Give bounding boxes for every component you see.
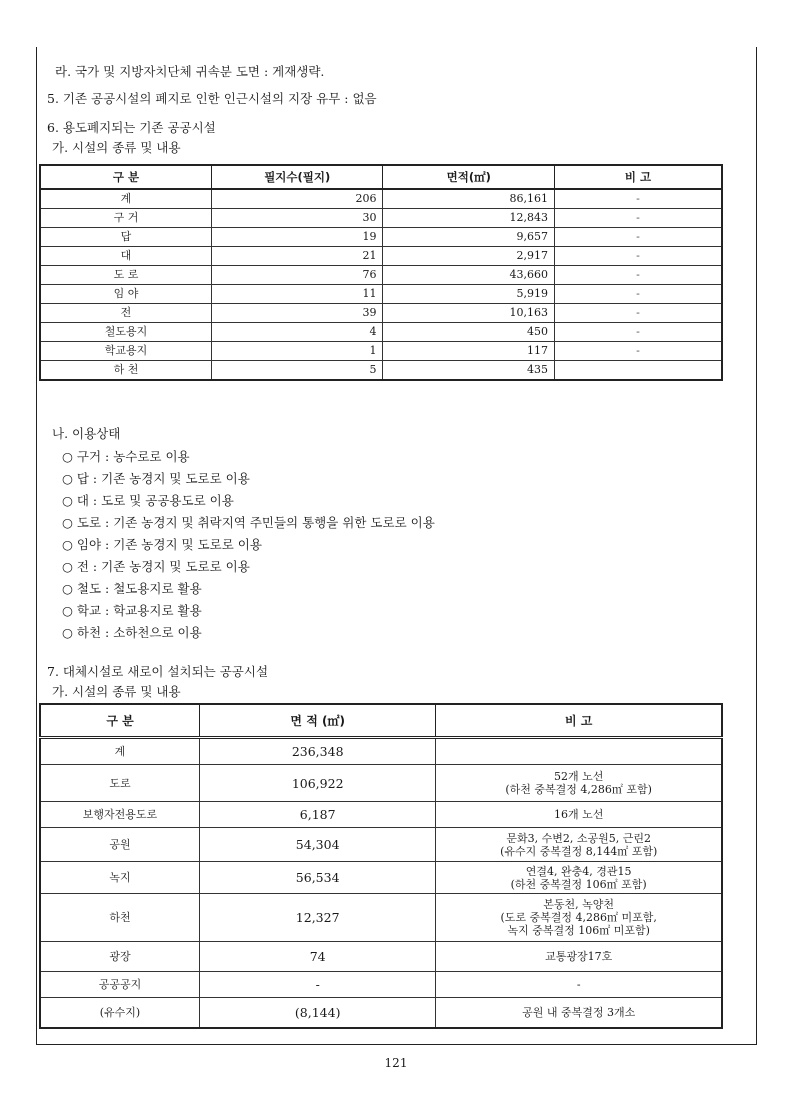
cell-note: - bbox=[555, 247, 722, 266]
cell-category: 구 거 bbox=[40, 209, 211, 228]
cell-area: 12,843 bbox=[383, 209, 555, 228]
table-row bbox=[40, 738, 722, 765]
table-row bbox=[40, 209, 722, 228]
cell-area: (8,144) bbox=[200, 998, 436, 1028]
cell-area: 86,161 bbox=[383, 189, 555, 209]
header-line: 라. 국가 및 지방자치단체 귀속분 도면 : 게재생략. bbox=[55, 64, 325, 79]
table-header-row bbox=[40, 165, 722, 189]
note-line: 연결4, 완충4, 경관15 bbox=[525, 864, 632, 878]
note-line: 52개 노선 bbox=[553, 770, 604, 783]
table-row bbox=[40, 304, 722, 323]
table-row bbox=[40, 765, 722, 802]
note-line: (하천 중복결정 4,286㎡ 포함) bbox=[505, 783, 652, 796]
cell-note: - bbox=[555, 285, 722, 304]
cell-category: 하천 bbox=[40, 894, 200, 942]
note-line: 녹지 중복결정 106㎡ 미포함) bbox=[507, 924, 650, 937]
cell-parcel-count: 19 bbox=[211, 228, 383, 247]
table-row bbox=[40, 802, 722, 828]
cell-area: 10,163 bbox=[383, 304, 555, 323]
cell-parcel-count: 206 bbox=[211, 189, 383, 209]
cell-parcel-count: 4 bbox=[211, 323, 383, 342]
header-area: 면 적 (㎡) bbox=[200, 704, 436, 738]
cell-note: - bbox=[555, 189, 722, 209]
cell-area: 435 bbox=[383, 361, 555, 381]
header-parcel-count: 필지수(필지) bbox=[211, 165, 383, 189]
section-7-subtitle-ga: 가. 시설의 종류 및 내용 bbox=[52, 684, 181, 699]
cell-note: - bbox=[555, 209, 722, 228]
list-item: ○ 도로 : 기존 농경지 및 취락지역 주민들의 통행을 위한 도로로 이용 bbox=[62, 515, 435, 530]
cell-note bbox=[436, 862, 722, 894]
header-area: 면적(㎡) bbox=[383, 165, 555, 189]
cell-area: 6,187 bbox=[200, 802, 436, 828]
cell-note: - bbox=[555, 323, 722, 342]
new-facilities-table bbox=[39, 703, 723, 1029]
note-line: 16개 노선 bbox=[553, 808, 604, 821]
list-item: ○ 임야 : 기존 농경지 및 도로로 이용 bbox=[62, 537, 262, 552]
note-line: 공원 내 중복결정 3개소 bbox=[522, 1005, 636, 1019]
section-5-text: 5. 기존 공공시설의 폐지로 인한 인근시설의 지장 유무 : 없음 bbox=[47, 91, 377, 106]
cell-note bbox=[555, 361, 722, 381]
page-number: 121 bbox=[384, 1056, 408, 1070]
cell-note bbox=[436, 828, 722, 862]
cell-area: 2,917 bbox=[383, 247, 555, 266]
cell-area: 54,304 bbox=[200, 828, 436, 862]
note-line: (하천 중복결정 106㎡ 포함) bbox=[510, 877, 647, 891]
table-row bbox=[40, 189, 722, 209]
cell-category: 답 bbox=[40, 228, 211, 247]
cell-note: - bbox=[555, 228, 722, 247]
list-item: ○ 구거 : 농수로로 이용 bbox=[62, 449, 190, 464]
cell-note bbox=[436, 738, 722, 765]
cell-category: 도로 bbox=[40, 765, 200, 802]
cell-category: 보행자전용도로 bbox=[40, 802, 200, 828]
note-line: 본동천, 녹양천 bbox=[543, 898, 615, 911]
cell-note: - bbox=[555, 304, 722, 323]
cell-category: 임 야 bbox=[40, 285, 211, 304]
table-row bbox=[40, 862, 722, 894]
cell-category: 전 bbox=[40, 304, 211, 323]
note-line: (유수지 중복결정 8,144㎡ 포함) bbox=[500, 844, 658, 858]
table-row bbox=[40, 998, 722, 1028]
table-row bbox=[40, 342, 722, 361]
table-row bbox=[40, 247, 722, 266]
cell-category: 공공공지 bbox=[40, 972, 200, 998]
cell-parcel-count: 39 bbox=[211, 304, 383, 323]
table-row bbox=[40, 228, 722, 247]
cell-area: 9,657 bbox=[383, 228, 555, 247]
table-row bbox=[40, 266, 722, 285]
cell-note: - bbox=[555, 266, 722, 285]
note-line: 문화3, 수변2, 소공원5, 근린2 bbox=[506, 831, 651, 845]
cell-category: 공원 bbox=[40, 828, 200, 862]
section-6-subtitle-na: 나. 이용상태 bbox=[52, 426, 121, 441]
cell-category: 계 bbox=[40, 189, 211, 209]
cell-parcel-count: 21 bbox=[211, 247, 383, 266]
cell-parcel-count: 1 bbox=[211, 342, 383, 361]
cell-note bbox=[436, 972, 722, 998]
cell-area: 5,919 bbox=[383, 285, 555, 304]
cell-area: 56,534 bbox=[200, 862, 436, 894]
cell-parcel-count: 30 bbox=[211, 209, 383, 228]
table-row bbox=[40, 942, 722, 972]
header-category: 구 분 bbox=[40, 165, 211, 189]
cell-note: - bbox=[555, 342, 722, 361]
table-row bbox=[40, 972, 722, 998]
cell-category: 학교용지 bbox=[40, 342, 211, 361]
header-note: 비 고 bbox=[555, 165, 722, 189]
list-item: ○ 철도 : 철도용지로 활용 bbox=[62, 581, 202, 596]
list-item: ○ 전 : 기존 농경지 및 도로로 이용 bbox=[62, 559, 250, 574]
note-line: 교통광장17호 bbox=[545, 950, 613, 963]
table-row bbox=[40, 361, 722, 381]
cell-area: 106,922 bbox=[200, 765, 436, 802]
cell-note bbox=[436, 802, 722, 828]
cell-area: 74 bbox=[200, 942, 436, 972]
cell-note bbox=[436, 765, 722, 802]
table-header-row bbox=[40, 704, 722, 738]
list-item: ○ 대 : 도로 및 공공용도로 이용 bbox=[62, 493, 234, 508]
cell-area: - bbox=[200, 972, 436, 998]
cell-note bbox=[436, 998, 722, 1028]
note-line: - bbox=[576, 978, 581, 991]
existing-facilities-table bbox=[39, 164, 723, 381]
cell-area: 117 bbox=[383, 342, 555, 361]
cell-category: 하 천 bbox=[40, 361, 211, 381]
table-row bbox=[40, 894, 722, 942]
section-6-subtitle-ga: 가. 시설의 종류 및 내용 bbox=[52, 140, 181, 155]
cell-category: 도 로 bbox=[40, 266, 211, 285]
section-6-title: 6. 용도폐지되는 기존 공공시설 bbox=[47, 120, 216, 135]
cell-parcel-count: 11 bbox=[211, 285, 383, 304]
header-category: 구 분 bbox=[40, 704, 200, 738]
table-row bbox=[40, 828, 722, 862]
section-7-title: 7. 대체시설로 새로이 설치되는 공공시설 bbox=[47, 664, 269, 679]
list-item: ○ 답 : 기존 농경지 및 도로로 이용 bbox=[62, 471, 250, 486]
cell-category: 대 bbox=[40, 247, 211, 266]
cell-note bbox=[436, 942, 722, 972]
table-row bbox=[40, 323, 722, 342]
cell-category: (유수지) bbox=[40, 998, 200, 1028]
cell-area: 43,660 bbox=[383, 266, 555, 285]
cell-category: 광장 bbox=[40, 942, 200, 972]
cell-area: 12,327 bbox=[200, 894, 436, 942]
cell-area: 450 bbox=[383, 323, 555, 342]
list-item: ○ 하천 : 소하천으로 이용 bbox=[62, 625, 202, 640]
cell-area: 236,348 bbox=[200, 738, 436, 765]
table-row bbox=[40, 285, 722, 304]
list-item: ○ 학교 : 학교용지로 활용 bbox=[62, 603, 202, 618]
note-line: (도로 중복결정 4,286㎡ 미포함, bbox=[500, 911, 657, 924]
cell-parcel-count: 5 bbox=[211, 361, 383, 381]
header-note: 비 고 bbox=[436, 704, 722, 738]
cell-note bbox=[436, 894, 722, 942]
cell-category: 철도용지 bbox=[40, 323, 211, 342]
cell-category: 녹지 bbox=[40, 862, 200, 894]
cell-parcel-count: 76 bbox=[211, 266, 383, 285]
cell-category: 계 bbox=[40, 738, 200, 765]
